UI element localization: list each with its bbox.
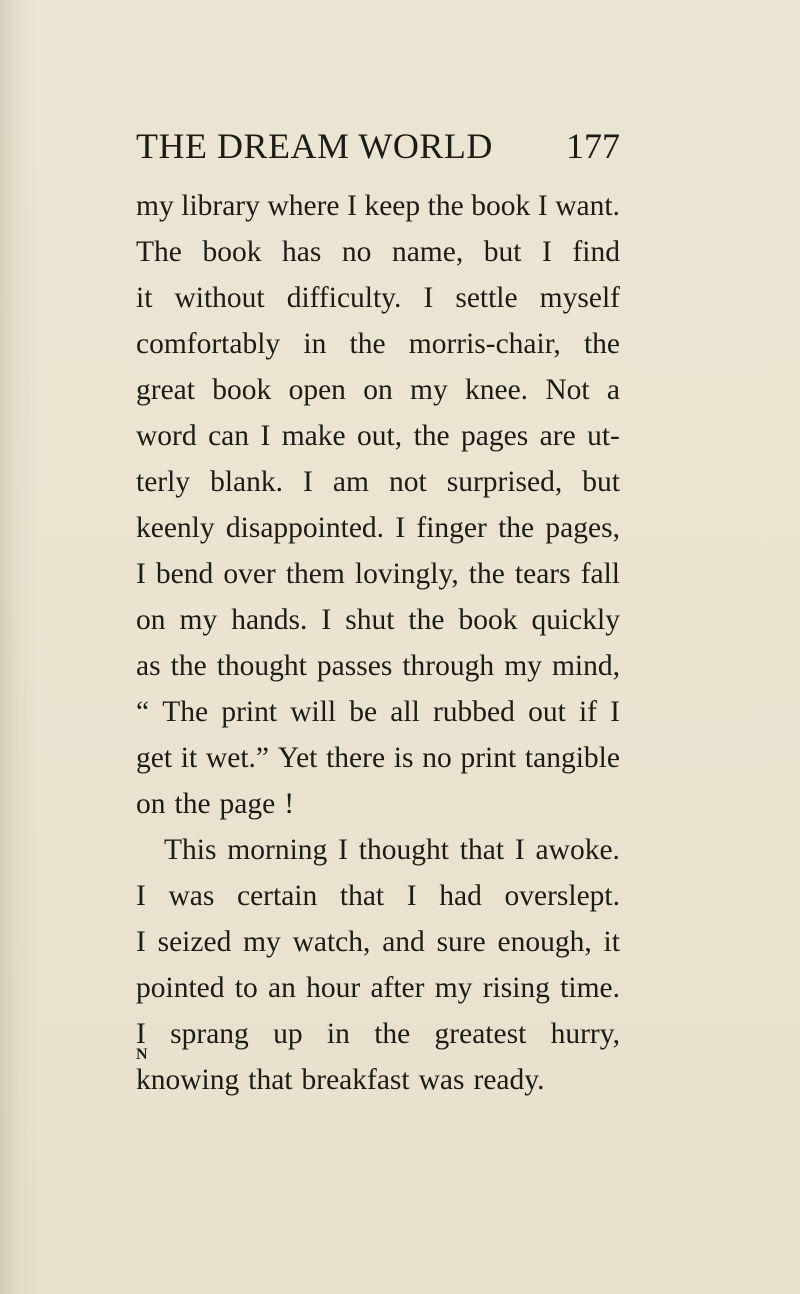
word: a [606, 374, 620, 406]
word: that [248, 1064, 293, 1096]
text-line [136, 1011, 620, 1057]
text-line [136, 827, 620, 873]
word: “ [136, 696, 150, 728]
word: an [267, 972, 296, 1004]
word: up [273, 1018, 303, 1050]
word: is [393, 742, 414, 774]
word: overslept. [504, 880, 620, 912]
word: page [219, 788, 276, 820]
word: the [349, 328, 386, 360]
word: hour [306, 972, 361, 1004]
text-line [136, 919, 620, 965]
word: book [458, 604, 518, 636]
word: my [179, 604, 218, 636]
word: make [281, 420, 346, 452]
word: the [498, 512, 535, 544]
word: I [136, 880, 146, 912]
word: it [180, 742, 198, 774]
word: pages [461, 420, 529, 452]
word: it [136, 282, 153, 314]
word: no [422, 742, 452, 774]
word: I [136, 926, 146, 958]
word: quickly [531, 604, 620, 636]
word: The [136, 236, 182, 268]
text-line [136, 183, 620, 229]
word: I [514, 834, 525, 866]
word: the [468, 558, 505, 590]
word: can [208, 420, 250, 452]
word: my [410, 374, 448, 406]
word: blank. [210, 466, 284, 498]
text-line [136, 735, 620, 781]
word: watch, [292, 926, 371, 958]
word: it [603, 926, 620, 958]
word: I [610, 696, 620, 728]
word: be [349, 696, 378, 728]
word: greatest [434, 1018, 527, 1050]
word: my [243, 926, 281, 958]
word: if [578, 696, 597, 728]
word: all [390, 696, 420, 728]
word: passes [316, 650, 393, 682]
word: hands. [231, 604, 308, 636]
word: on [136, 604, 166, 636]
word: over [223, 558, 276, 590]
word: I [260, 420, 271, 452]
word: disappointed. [225, 512, 385, 544]
word: myself [539, 282, 620, 314]
word: them [285, 558, 345, 590]
word: I [136, 558, 146, 590]
word: surprised, [446, 466, 563, 498]
word: word [136, 420, 197, 452]
word: I [303, 466, 313, 498]
word: I [347, 190, 357, 222]
word: I [542, 236, 552, 268]
word: but [582, 466, 620, 498]
word: open [288, 374, 346, 406]
word: after [370, 972, 425, 1004]
word: ut- [587, 420, 620, 452]
word: keep [364, 190, 421, 222]
word: am [332, 466, 369, 498]
word: mind, [551, 650, 620, 682]
word: thought [358, 834, 449, 866]
word: lovingly, [354, 558, 459, 590]
word: the [374, 1018, 411, 1050]
word: the [170, 650, 207, 682]
word: out, [357, 420, 403, 452]
word: that [339, 880, 385, 912]
word: and [382, 926, 425, 958]
word: there [326, 742, 386, 774]
word: tears [514, 558, 571, 590]
word: This [164, 834, 217, 866]
word: I [338, 834, 348, 866]
word: enough, [497, 926, 592, 958]
word: keenly [136, 512, 215, 544]
text-line [136, 781, 620, 827]
word: print [221, 696, 278, 728]
word: pointed [136, 972, 225, 1004]
word: out [528, 696, 566, 728]
word: without [174, 282, 265, 314]
word: book [212, 374, 272, 406]
word: print [460, 742, 517, 774]
word: The [162, 696, 209, 728]
text-line [136, 367, 620, 413]
text-line [136, 1057, 620, 1103]
word: as [136, 650, 161, 682]
word: awoke. [535, 834, 620, 866]
word: I [423, 282, 434, 314]
word: fall [580, 558, 620, 590]
text-line [136, 597, 620, 643]
word: get [136, 742, 173, 774]
word: the [408, 604, 445, 636]
word: book [202, 236, 262, 268]
body-text [136, 183, 620, 1103]
word: to [234, 972, 258, 1004]
word: breakfast [301, 1064, 410, 1096]
word: seized [157, 926, 232, 958]
word: name, [391, 236, 464, 268]
signature-mark: N [136, 1046, 149, 1063]
word: has [282, 236, 322, 268]
word: I [136, 1018, 146, 1050]
text-line [136, 275, 620, 321]
word: but [483, 236, 522, 268]
word: comfortably [136, 328, 281, 360]
word: sprang [170, 1018, 249, 1050]
word: in [303, 328, 327, 360]
word: find [572, 236, 620, 268]
word: finger [416, 512, 487, 544]
text-line [136, 643, 620, 689]
word: Yet [277, 742, 318, 774]
text-line [136, 459, 620, 505]
word: book [471, 190, 531, 222]
page-header [136, 124, 620, 168]
word: Not [545, 374, 590, 406]
word: hurry, [550, 1018, 620, 1050]
text-line [136, 965, 620, 1011]
word: knee. [465, 374, 529, 406]
word: sure [436, 926, 486, 958]
running-head: THE DREAM WORLD [136, 126, 493, 166]
word: I [406, 880, 417, 912]
word: morris-chair, [408, 328, 561, 360]
word: I [395, 512, 406, 544]
word: will [290, 696, 337, 728]
word: pages, [545, 512, 620, 544]
word: on [136, 788, 166, 820]
word: tangible [524, 742, 620, 774]
page-number: 177 [566, 126, 620, 166]
word: through [402, 650, 495, 682]
word: was [168, 880, 215, 912]
word: terly [136, 466, 191, 498]
word: thought [216, 650, 307, 682]
word: ready. [473, 1064, 545, 1096]
word: my [434, 972, 473, 1004]
word: ! [284, 788, 295, 820]
word: shut [345, 604, 395, 636]
text-line [136, 873, 620, 919]
word: my [504, 650, 542, 682]
word: the [413, 420, 450, 452]
word: certain [237, 880, 318, 912]
word: wet.” [205, 742, 269, 774]
word: on [363, 374, 393, 406]
word: no [341, 236, 372, 268]
word: time. [560, 972, 620, 1004]
word: the [427, 190, 464, 222]
word: in [326, 1018, 350, 1050]
word: bend [155, 558, 214, 590]
text-line [136, 551, 620, 597]
text-line [136, 321, 620, 367]
word: knowing [136, 1064, 240, 1096]
text-line [136, 229, 620, 275]
word: settle [455, 282, 518, 314]
word: rising [482, 972, 550, 1004]
text-line [136, 689, 620, 735]
word: was [418, 1064, 465, 1096]
word: the [174, 788, 211, 820]
word: the [583, 328, 620, 360]
word: had [439, 880, 482, 912]
word: difficulty. [286, 282, 402, 314]
text-line [136, 413, 620, 459]
word: where [267, 190, 340, 222]
word: not [388, 466, 427, 498]
word: great [136, 374, 195, 406]
word: I [537, 190, 548, 222]
word: my [136, 190, 174, 222]
word: that [459, 834, 505, 866]
word: rubbed [432, 696, 515, 728]
word: I [321, 604, 332, 636]
text-line [136, 505, 620, 551]
word: library [181, 190, 260, 222]
word: morning [227, 834, 328, 866]
word: are [539, 420, 576, 452]
word: want. [555, 190, 620, 222]
